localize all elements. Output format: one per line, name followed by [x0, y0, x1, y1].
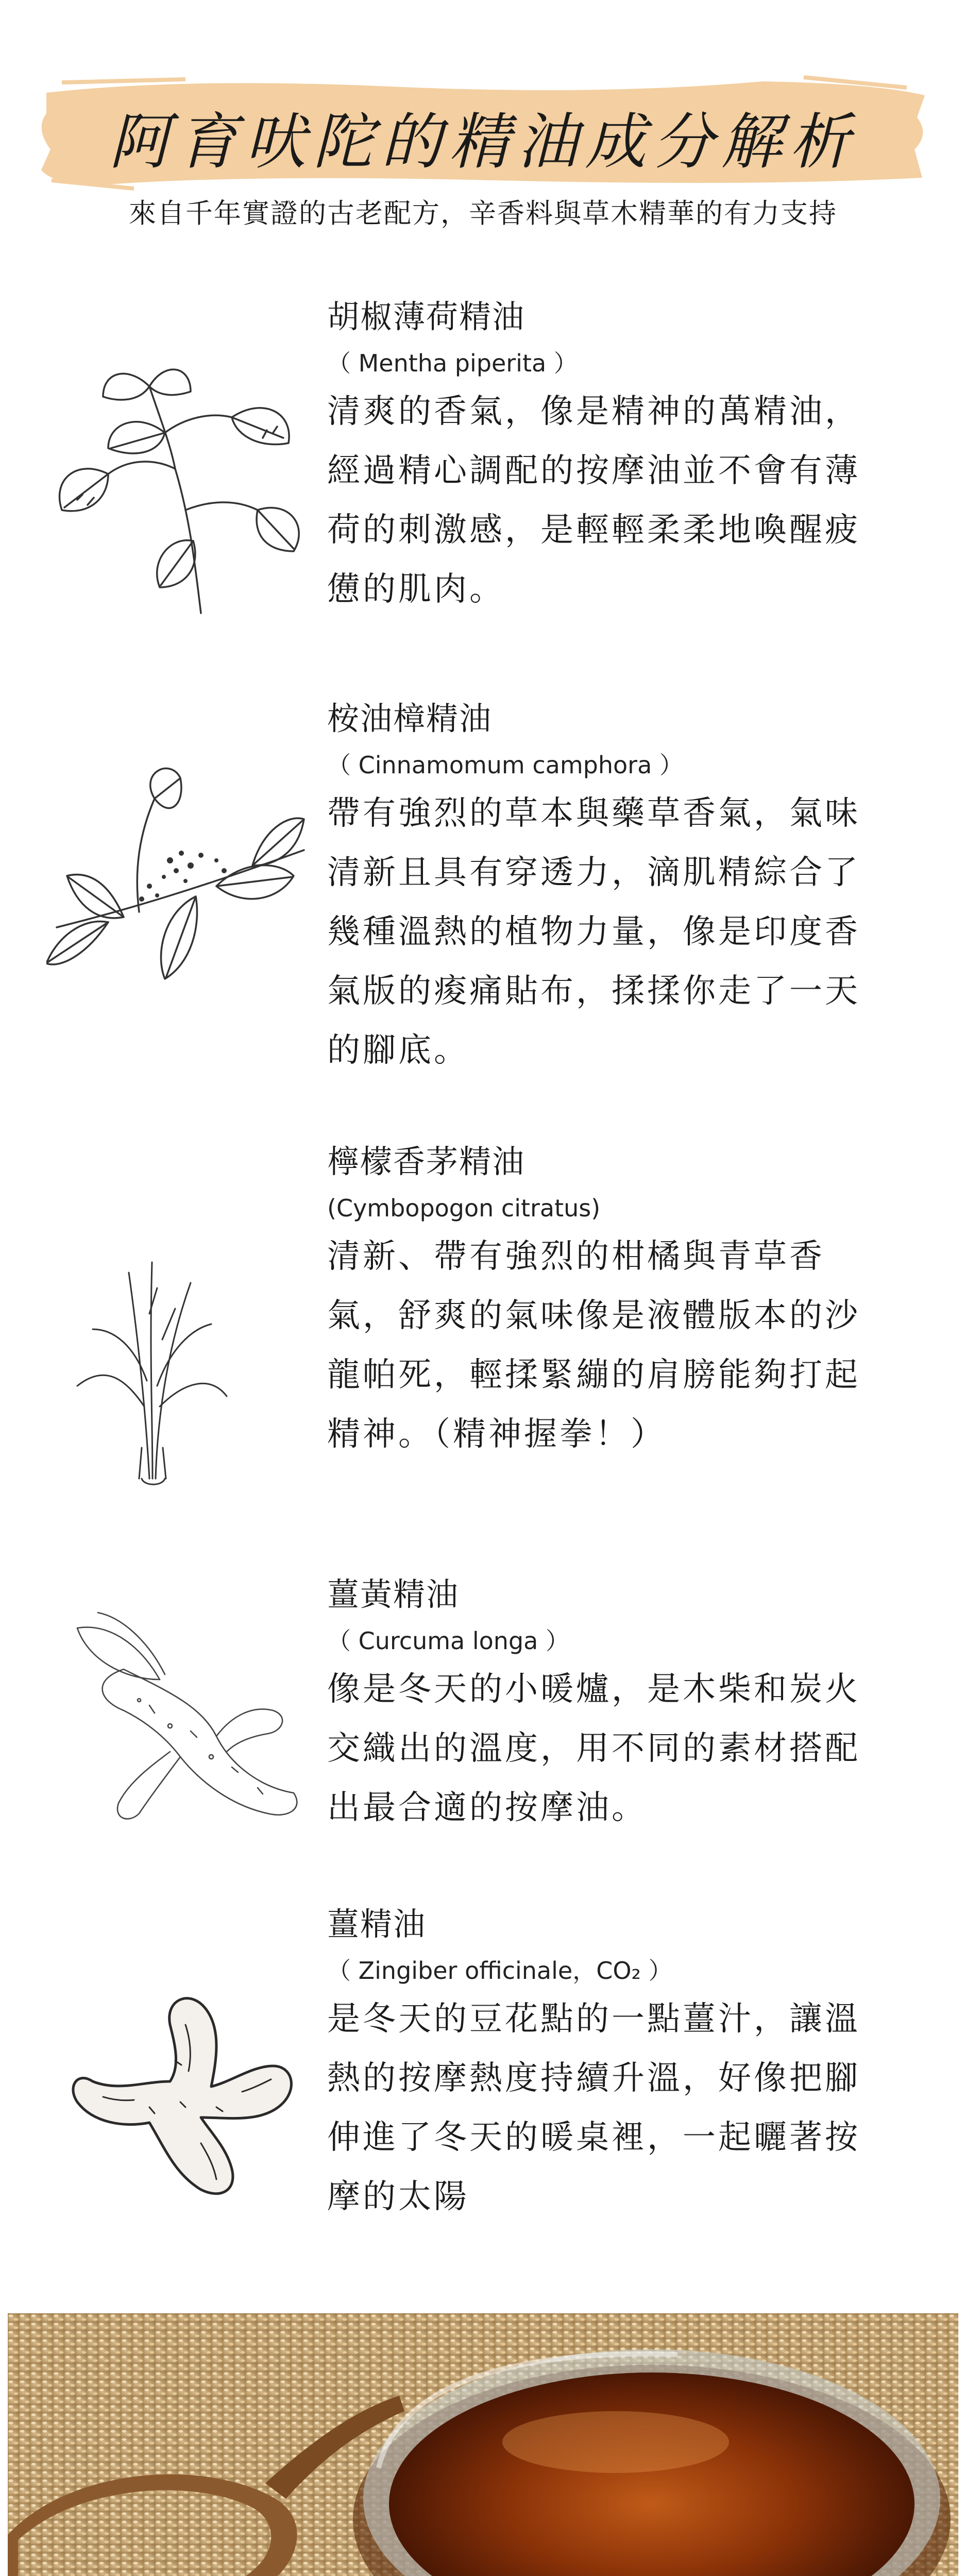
- ingredient-text: [327, 696, 884, 1080]
- turmeric-sketch-icon: [46, 1602, 314, 1829]
- ingredient-name: 桉油樟精油: [327, 700, 493, 737]
- ingredient-text: [327, 1139, 884, 1464]
- peppermint-sketch-icon: [46, 355, 314, 623]
- page-subtitle: 來自千年實證的古老配方，辛香料與草木精華的有力支持: [129, 198, 837, 229]
- ingredient-name: 薑精油: [327, 1905, 427, 1943]
- ingredient-name: 檸檬香茅精油: [327, 1143, 526, 1180]
- ingredient-latin-name: (Cymbopogon citratus): [327, 1194, 601, 1222]
- ingredient-name: 胡椒薄荷精油: [327, 298, 526, 335]
- camphor-sketch-icon: [46, 757, 314, 1025]
- ingredient-text: [327, 294, 884, 619]
- page-header: [0, 0, 966, 268]
- ingredient-description: 清新、帶有強烈的柑橘與青草香氣，舒爽的氣味像是液體版本的沙龍帕死，輕揉緊繃的肩膀能夠打起精神。（精神握拳！）: [327, 1238, 860, 1453]
- ingredient-latin-name: （ Zingiber officinale，CO₂ ）: [327, 1957, 672, 1985]
- ingredient-name: 薑黃精油: [327, 1575, 460, 1613]
- lemongrass-sketch-icon: [46, 1252, 314, 1489]
- ingredient-latin-name: （ Mentha piperita ）: [327, 349, 578, 377]
- ingredient-description: 像是冬天的小暖爐，是木柴和炭火交織出的溫度，用不同的素材搭配出最合適的按摩油。: [327, 1670, 860, 1827]
- sesame-photo: [8, 2313, 958, 2576]
- page-title: 阿育吠陀的精油成分解析: [109, 106, 857, 177]
- ingredient-latin-name: （ Cinnamomum camphora ）: [327, 751, 683, 779]
- ginger-sketch-icon: [46, 1978, 314, 2205]
- ingredient-description: 清爽的香氣，像是精神的萬精油，經過精心調配的按摩油並不會有薄荷的刺激感，是輕輕柔柔地喚醒疲憊的肌肉。: [327, 393, 860, 608]
- ingredient-text: [327, 1571, 884, 1838]
- ingredient-description: 帶有強烈的草本與藥草香氣，氣味清新且具有穿透力，滴肌精綜合了幾種溫熱的植物力量，像是印度香氣版的痠痛貼布，揉揉你走了一天的腳底。: [327, 794, 860, 1070]
- ingredient-description: 是冬天的豆花點的一點薑汁，讓溫熱的按摩熱度持續升溫，好像把腳伸進了冬天的暖桌裡，一起曬著按摩的太陽: [327, 2000, 860, 2216]
- ingredient-text: [327, 1901, 884, 2227]
- ingredient-latin-name: （ Curcuma longa ）: [327, 1627, 569, 1655]
